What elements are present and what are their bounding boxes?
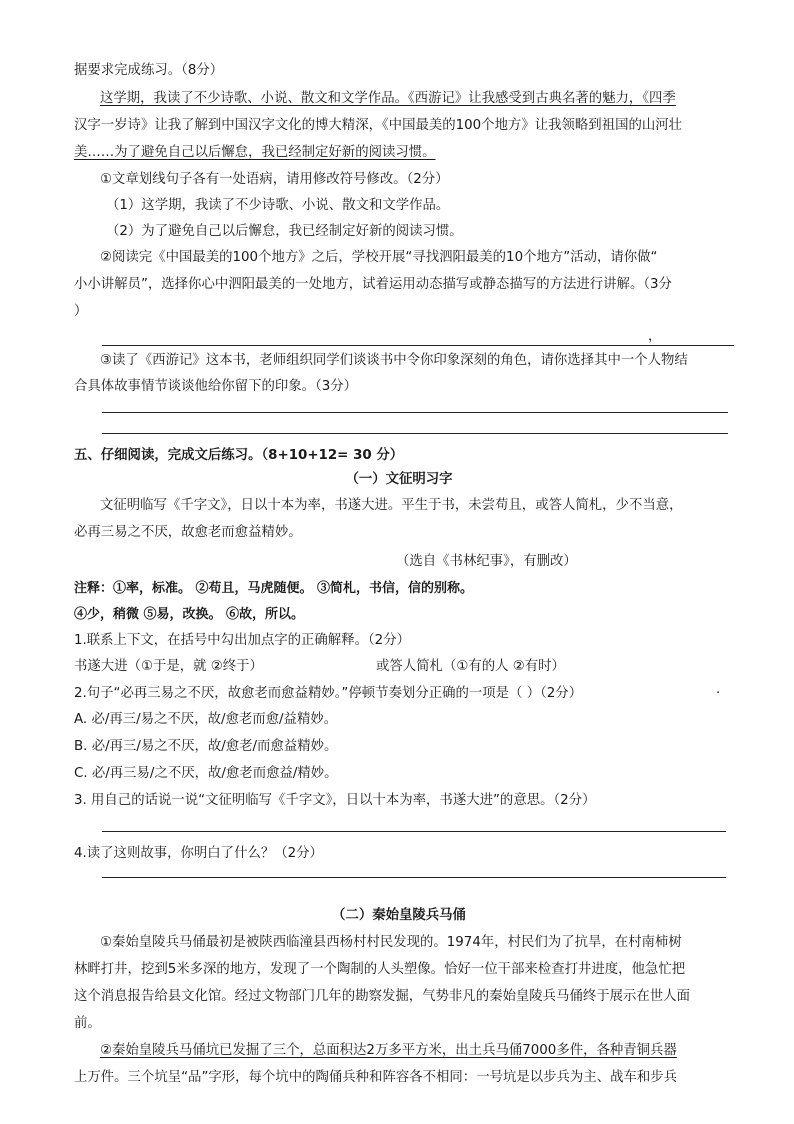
q2-answer-comma: ， (648, 329, 662, 344)
q2-answer-line[interactable] (102, 345, 734, 346)
part2-p1-line-2: 林畔打井，挖到5米多深的地方，发现了一个陶制的人头塑像。恰好一位干部来检查打井进度，他急忙把 (74, 962, 686, 977)
sec5-q1-item-a: 书遂大进（①于是，就 ②终于） (74, 659, 263, 674)
sec5-q4-answer-line[interactable] (102, 877, 726, 878)
q2-line-2: 小小讲解员”，选择你心中泗阳最美的一处地方，试着运用动态描写或静态描写的方法进行讲解。（3分 (74, 277, 672, 292)
part1-text-line-2: 必再三易之不厌，故愈老而愈益精妙。 (74, 525, 302, 540)
part2-p2-line-1: ②秦始皇陵兵马俑坑已发掘了三个，总面积达2万多平方米，出土兵马俑7000多件，各种青铜兵器 (100, 1043, 677, 1058)
q2-line-3: ） (74, 304, 88, 319)
part2-p1-line-1: ①秦始皇陵兵马俑最初是被陕西临潼县西杨村村民发现的。1974年，村民们为了抗旱，在村南柿树 (100, 935, 682, 950)
q2-line-1: ②阅读完《中国最美的100个地方》之后，学校开展“寻找泗阳最美的10个地方”活动，请你做“ (100, 250, 658, 265)
sec5-q2-option-b: B. 必/再三/易之不厌，故/愈老/而愈益精妙。 (74, 739, 338, 754)
sec5-q2-end-mark: · (716, 686, 721, 701)
sec5-q4-stem: 4.读了这则故事，你明白了什么？（2分） (74, 846, 323, 861)
sec5-q3-answer-line[interactable] (102, 831, 726, 832)
sec5-q3-stem: 3. 用自己的话说一说“文征明临写《千字文》，日以十本为率，书遂大进”的意思。（2分） (74, 793, 596, 808)
q1-sentence-1: （1）这学期，我读了不少诗歌、小说、散文和文学作品。 (106, 198, 450, 213)
part1-text-line-1: 文征明临写《千字文》，日以十本为率，书遂大进。平生于书，未尝苟且，或答人简札，少不当意， (100, 498, 683, 513)
q3-answer-line-2[interactable] (102, 433, 728, 434)
part2-title: （二）秦始皇陵兵马俑 (332, 908, 466, 923)
sec5-q2-option-c: C. 必/再三易/之不厌，故/愈老而愈益/精妙。 (74, 766, 338, 781)
passage-line-3: 美……为了避免自己以后懈怠，我已经制定好新的阅读习惯。 (74, 145, 436, 160)
q1-stem: ①文章划线句子各有一处语病，请用修改符号修改。（2分） (100, 172, 449, 187)
annotation-line-1: 注释：①率，标准。 ②苟且，马虎随便。 ③简札，书信，信的别称。 (74, 581, 474, 596)
q3-line-1: ③读了《西游记》这本书，老师组织同学们谈谈书中令你印象深刻的角色，请你选择其中一个人物结 (100, 353, 688, 368)
intro-line: 据要求完成练习。（8分） (74, 63, 224, 78)
part1-title: （一）文征明习字 (345, 472, 453, 487)
part1-source: （选自《书林纪事》，有删改） (396, 554, 577, 569)
part2-p1-line-4: 前。 (74, 1016, 101, 1031)
annotation-line-2: ④少，稍微 ⑤易，改换。 ⑥故，所以。 (74, 607, 305, 622)
sec5-q2-option-a: A. 必/再三/易之不厌，故/愈老而愈/益精妙。 (74, 712, 338, 727)
section5-title: 五、仔细阅读，完成文后练习。（8+10+12= 30 分） (74, 448, 404, 463)
q3-line-2: 合具体故事情节谈谈他给你留下的印象。（3分） (74, 379, 358, 394)
q3-answer-line-1[interactable] (102, 412, 728, 413)
part2-p2-line-2: 上万件。三个坑呈“品”字形，每个坑中的陶俑兵种和阵容各不相同：一号坑是以步兵为主、战车和步兵 (74, 1070, 678, 1085)
sec5-q2-stem: 2.句子“必再三易之不厌，故愈老而愈益精妙。”停顿节奏划分正确的一项是（ ）（2分） (74, 686, 583, 701)
sec5-q1-stem: 1.联系上下文，在括号中勾出加点字的正确解释。（2分） (74, 633, 410, 648)
passage-line-1: 这学期，我读了不少诗歌、小说、散文和文学作品。《西游记》让我感受到古典名著的魅力，《四季 (100, 91, 676, 106)
q1-sentence-2: （2）为了避免自己以后懈怠，我已经制定好新的阅读习惯。 (106, 224, 463, 239)
part2-p1-line-3: 这个消息报告给县文化馆。经过文物部门几年的勘察发掘，气势非凡的秦始皇陵兵马俑终于展示在世人面 (74, 989, 690, 1004)
passage-line-2: 汉字一岁诗》让我了解到中国汉字文化的博大精深，《中国最美的100个地方》让我领略到祖国的山河壮 (74, 118, 683, 133)
sec5-q1-item-b: 或答人简札（①有的人 ②有时） (376, 659, 565, 674)
